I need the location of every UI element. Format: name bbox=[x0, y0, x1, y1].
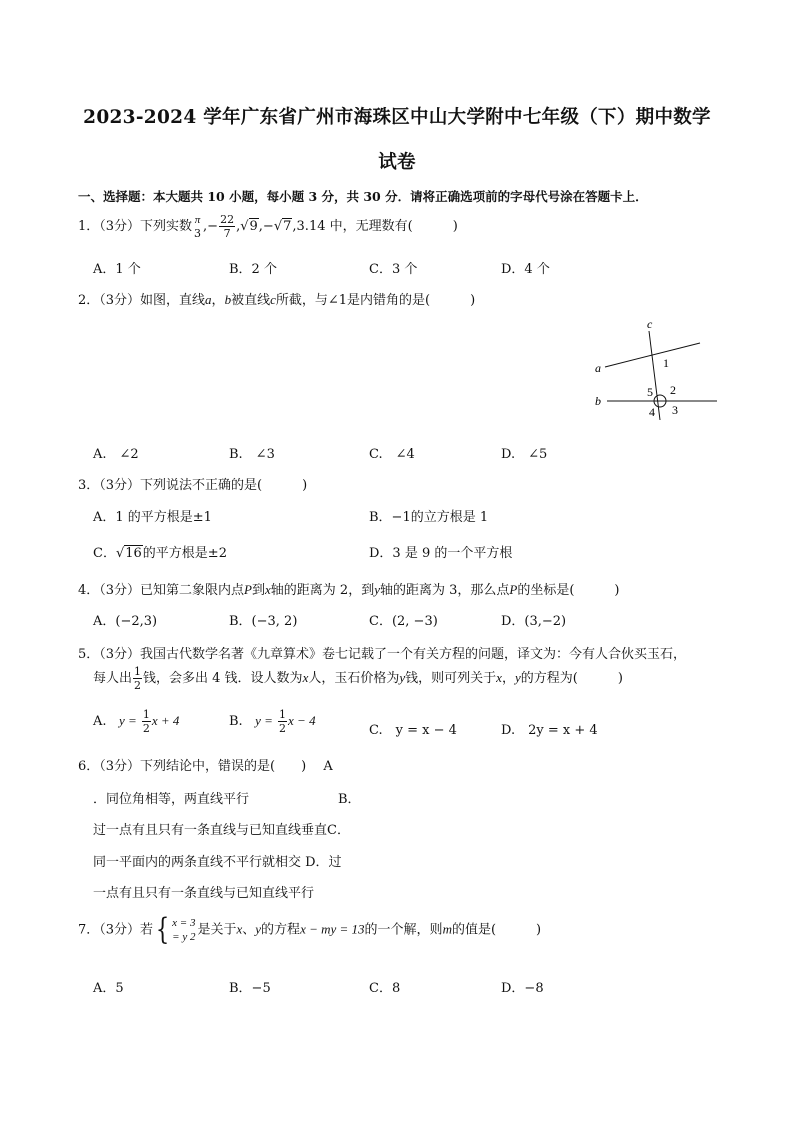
label-a: a bbox=[595, 361, 601, 375]
label-b: b bbox=[595, 394, 601, 408]
q6-option-d-text[interactable]: 一点有且只有一条直线与已知直线平行 bbox=[93, 886, 315, 901]
q4-option-d[interactable]: D．(3,−2) bbox=[501, 614, 567, 629]
question-2: 2．（3分）如图，直线a，b被直线c所截，与∠1是内错角的是( ) bbox=[78, 292, 476, 308]
q2-option-a[interactable]: A. ∠2 bbox=[93, 447, 139, 462]
label-c: c bbox=[647, 317, 653, 331]
q1-option-b[interactable]: B．2 个 bbox=[229, 262, 277, 277]
q2-option-b[interactable]: B. ∠3 bbox=[229, 447, 275, 462]
q6-option-b-label[interactable]: B． bbox=[338, 792, 361, 807]
q1-option-d[interactable]: D．4 个 bbox=[501, 262, 550, 277]
q6-option-a-text[interactable]: ．同位角相等，两直线平行 bbox=[93, 792, 250, 807]
label-1: 1 bbox=[663, 356, 669, 370]
question-1: 1．（3分）下列实数 π 3 ,− $\frac{22}{7}$ ,√9,−√7,3.14 中，无理数有( ) bbox=[78, 213, 458, 240]
q5-option-c[interactable]: C. y = x − 4 bbox=[369, 723, 457, 738]
question-7: 7．（3分）若{ x = 3 = y 2 是关于x、y的方程x − my = 13的一个解，则m的值是( ) bbox=[78, 912, 542, 947]
q5-option-d[interactable]: D. 2y = x + 4 bbox=[501, 723, 598, 738]
q2-option-c[interactable]: C. ∠4 bbox=[369, 447, 415, 462]
parallel-lines-figure bbox=[585, 315, 725, 425]
label-5: 5 bbox=[647, 385, 653, 399]
q7-option-a[interactable]: A．5 bbox=[93, 981, 124, 996]
label-2: 2 bbox=[670, 383, 676, 397]
q4-option-c[interactable]: C．(2, −3) bbox=[369, 614, 438, 629]
question-5-line1: 5．（3分）我国古代数学名著《九章算术》卷七记载了一个有关方程的问题，译文为：今有人合伙买玉石， bbox=[78, 647, 687, 662]
q4-option-a[interactable]: A．(−2,3) bbox=[93, 614, 158, 629]
q7-option-b[interactable]: B．−5 bbox=[229, 981, 271, 996]
q6-option-c-text[interactable]: 同一平面内的两条直线不平行就相交 D．过 bbox=[93, 855, 342, 870]
question-6-line1: 6．（3分）下列结论中，错误的是( ) A bbox=[78, 759, 333, 774]
page-title: 2023-2024 学年广东省广州市海珠区中山大学附中七年级（下）期中数学 bbox=[83, 107, 711, 128]
q2-option-d[interactable]: D. ∠5 bbox=[501, 447, 548, 462]
page-title-line2: 试卷 bbox=[378, 152, 416, 173]
q6-option-b-text[interactable]: 过一点有且只有一条直线与已知直线垂直C． bbox=[93, 823, 350, 838]
q4-option-b[interactable]: B．(−3, 2) bbox=[229, 614, 298, 629]
section-heading: 一、选择题：本大题共 10 小题，每小题 3 分，共 30 分．请将正确选项前的字母代号涂在答题卡上． bbox=[78, 189, 648, 204]
q3-option-a[interactable]: A．1 的平方根是±1 bbox=[93, 510, 212, 525]
label-3: 3 bbox=[672, 403, 678, 417]
question-5-line2: 每人出 $\frac{1}{2}$ 钱，会多出 4 钱．设人数为x人，玉石价格为y钱，则可列关于x，y的方程为( ) bbox=[93, 665, 623, 692]
q5-option-a[interactable]: A. y = $\frac{1}{2}$ x + 4 bbox=[93, 708, 180, 735]
q5-option-b[interactable]: B. y = $\frac{1}{2}$ x − 4 bbox=[229, 708, 316, 735]
q3-option-d[interactable]: D．3 是 9 的一个平方根 bbox=[369, 546, 513, 561]
q3-option-b[interactable]: B．−1的立方根是 1 bbox=[369, 510, 489, 525]
question-3: 3．（3分）下列说法不正确的是( ) bbox=[78, 478, 308, 493]
q1-option-c[interactable]: C．3 个 bbox=[369, 262, 418, 277]
label-4: 4 bbox=[649, 405, 655, 419]
line-a bbox=[605, 343, 700, 367]
q1-option-a[interactable]: A．1 个 bbox=[93, 262, 141, 277]
question-4: 4．（3分）已知第二象限内点P到x轴的距离为 2，到y轴的距离为 3，那么点P的坐标是( ) bbox=[78, 582, 620, 598]
q7-option-d[interactable]: D．−8 bbox=[501, 981, 544, 996]
q3-option-c[interactable]: C．√16的平方根是±2 bbox=[93, 546, 227, 561]
q7-option-c[interactable]: C．8 bbox=[369, 981, 401, 996]
